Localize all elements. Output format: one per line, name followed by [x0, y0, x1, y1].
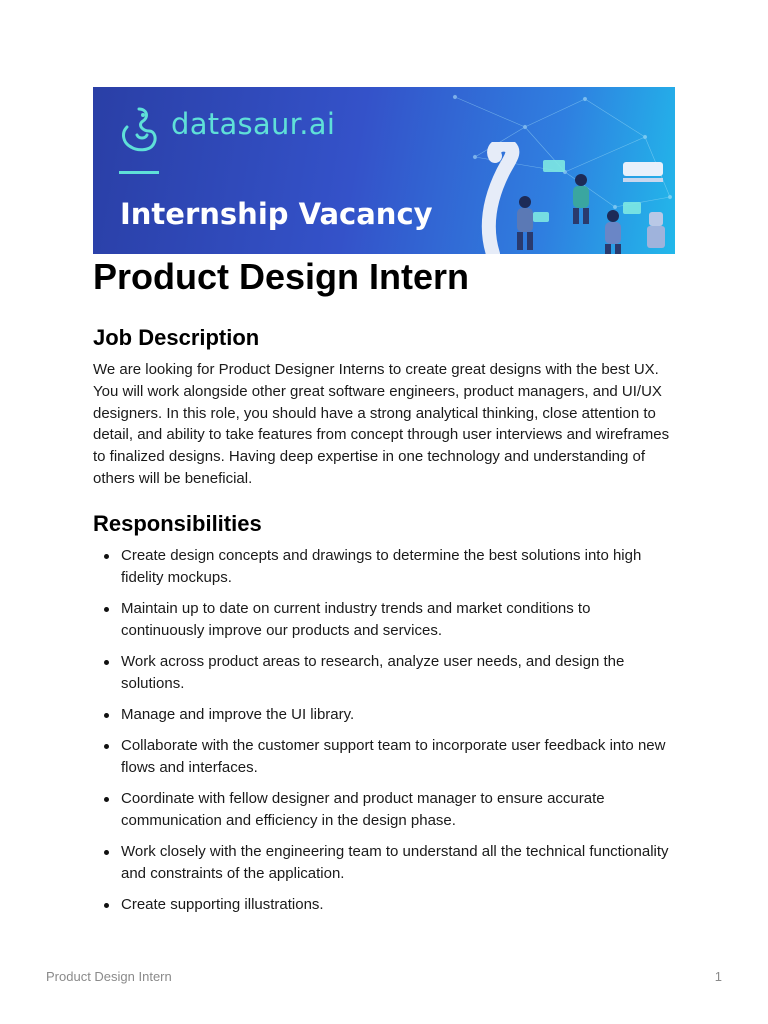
- dinosaur-logo-icon: [117, 105, 161, 155]
- list-item: Coordinate with fellow designer and product manager to ensure accurate communication and efficiency in the design phase.: [93, 788, 675, 832]
- job-description-heading: Job Description: [93, 325, 260, 350]
- list-item: Work across product areas to research, analyze user needs, and design the solutions.: [93, 651, 675, 695]
- list-item: Work closely with the engineering team to understand all the technical functionality and constraints of the application.: [93, 841, 675, 885]
- banner-divider: [119, 171, 159, 174]
- list-item: Maintain up to date on current industry trends and market conditions to continuously improve our products and services.: [93, 598, 675, 642]
- responsibilities-heading: Responsibilities: [93, 511, 262, 536]
- brand-name: datasaur.ai: [171, 107, 336, 141]
- page-title: Product Design Intern: [93, 256, 470, 297]
- list-item: Create design concepts and drawings to determine the best solutions into high fidelity mockups.: [93, 545, 675, 589]
- header-banner: [93, 87, 675, 254]
- page-number: 1: [714, 969, 722, 984]
- responsibilities-list: [93, 545, 675, 925]
- footer-title: Product Design Intern: [46, 969, 172, 984]
- list-item: Collaborate with the customer support team to incorporate user feedback into new flows and interfaces.: [93, 735, 675, 779]
- banner-title: Internship Vacancy: [120, 197, 433, 231]
- job-description-body: We are looking for Product Designer Interns to create great designs with the best UX. You will work alongside other great software engineers, product managers, and UI/UX designers. In this role, you should have a strong analytical thinking, close attention to detail, and ability to take features from concept through user interviews and wireframes to finalized designs. Having deep expertise in one technology and understanding of others will be beneficial.: [93, 361, 670, 487]
- team-illustration: [473, 142, 673, 254]
- list-item: Manage and improve the UI library.: [93, 704, 675, 726]
- list-item: Create supporting illustrations.: [93, 894, 675, 916]
